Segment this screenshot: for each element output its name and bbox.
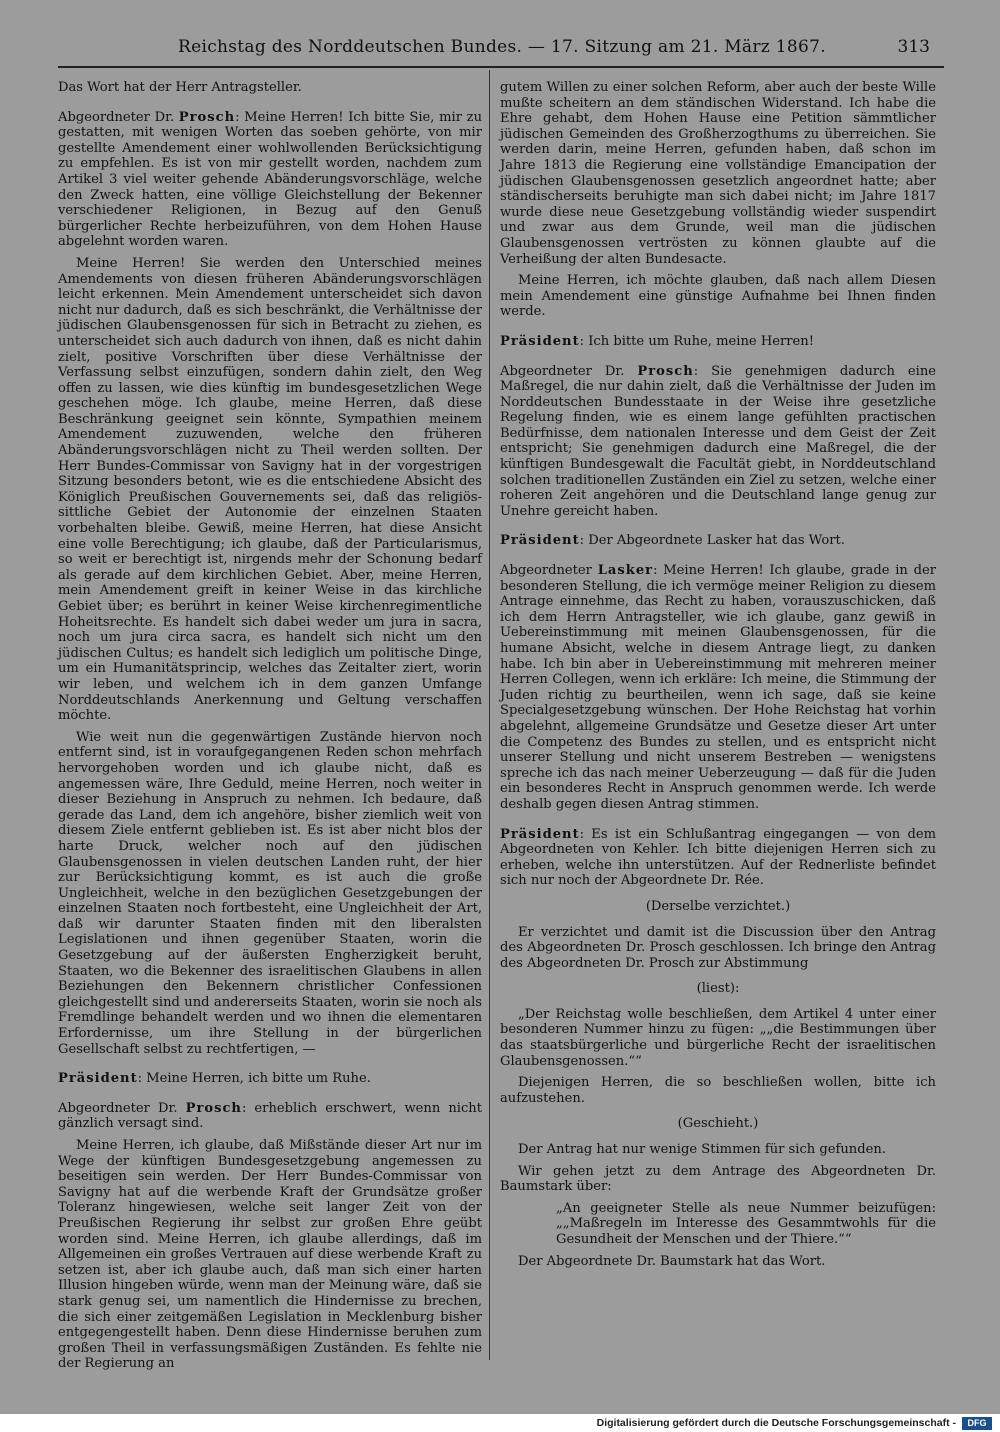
paragraph: „An geeigneter Stelle als neue Nummer beizufügen: „„Maßregeln im Interesse des Gesammtwohls für die Gesundheit der Menschen und der Thiere.““ — [556, 1200, 936, 1247]
speech-paragraph — [500, 364, 936, 520]
speech-paragraph — [500, 334, 936, 350]
speaker-name: Präsident — [500, 333, 580, 349]
dfg-logo: DFG — [962, 1417, 992, 1430]
paragraph: Wir gehen jetzt zu dem Antrage des Abgeordneten Dr. Baumstark über: — [500, 1163, 936, 1195]
speech-paragraph — [58, 110, 482, 250]
speech-text: : Der Abgeordnete Lasker hat das Wort. — [579, 533, 845, 549]
running-header — [60, 37, 940, 67]
left-column — [58, 80, 482, 1378]
speech-paragraph — [500, 533, 936, 549]
paragraph: Das Wort hat der Herr Antragsteller. — [58, 80, 302, 95]
speech-text: : Meine Herren! Ich glaube, grade in der besonderen Stellung, die ich vermöge meiner Religion zu diesem Antrage einnehme, das Recht zu haben, vorauszuschicken, daß ich dem Herrn Antragsteller, wie ich glaube, ganz gewiß in Uebereinstimmung mit meinen Glaubensgenossen, für die humane Absicht, welche in diesem Antrage liegt, zu danken habe. Ich bin aber in Uebereinstimmung mit mehreren meiner Herren Collegen, wenn ich erkläre: Ich meine, die Stimmung der Juden richtig zu beurtheilen, wenn ich sage, daß sie keine Specialgesetzgebung wünschen. Der Hohe Reichstag hat vorhin abgelehnt, allgemeine Grundsätze und Gesetze dieser Art unter die Competenz des Bundes zu stellen, und es entspricht nicht unserer Stellung und nicht unserem Bestreben — wenigstens spreche ich das nach meiner Ueberzeugung — daß für die Juden ein besonderes Recht in Anspruch genommen werde. Ich werde deshalb gegen diesen Antrag stimmen. — [500, 563, 936, 812]
speaker-name: Präsident — [58, 1071, 138, 1087]
stage-direction: (Derselbe verzichtet.) — [645, 898, 791, 914]
page-number: 313 — [897, 37, 930, 57]
speech-paragraph — [500, 563, 936, 813]
paragraph: gutem Willen zu einer solchen Reform, aber auch der beste Wille mußte scheitern an dem ständischen Widerstand. Ich habe die Ehre gehabt, dem Hohen Hause eine Petition sämmtlicher jüdischen Gemeinden des Großherzogthums zu überreichen. Sie werden darin, meine Herren, gefunden haben, daß schon im Jahre 1813 die Regierung eine vollständige Emancipation der jüdischen Glaubensgenossen gesetzlich angeordnet hatte; aber ständischerseits beruhigte man sich dabei nicht; im Jahre 1817 wurde diese neue Gesetzgebung vollständig wieder suspendirt und zwar aus dem Grunde, weil man die jüdischen Glaubensgenossen vertrösten zu können glaubte auf die Verheißung der alten Bundesacte. — [500, 80, 936, 267]
right-column — [500, 80, 936, 1275]
speaker-prefix: Abgeordneter Dr. — [58, 1100, 186, 1116]
paragraph: Diejenigen Herren, die so beschließen wollen, bitte ich aufzustehen. — [500, 1075, 936, 1106]
speaker-name: Prosch — [637, 363, 694, 379]
speaker-name: Präsident — [500, 826, 580, 842]
column-divider — [489, 70, 490, 1360]
speaker-prefix: Abgeordneter Dr. — [500, 363, 638, 379]
speaker-name: Prosch — [178, 109, 236, 125]
paragraph: Meine Herren! Sie werden den Unterschied meines Amendements von diesen früheren Abänderungsvorschlägen leicht erkennen. Mein Amendement unterscheidet sich davon nicht nur dadurch, daß es sich beschränkt, die Verhältnisse der jüdischen Glaubensgenossen für sich in Betracht zu ziehen, es unterscheidet sich auch dadurch von ihnen, daß es nicht dahin zielt, positive Vorschriften über diese Verhältnisse der Verfassung selbst einzufügen, sondern dahin zielt, den Weg offen zu lassen, wie dies künftig im bundesgesetzlichen Wege geschehen möge. Ich glaube, meine Herren, daß diese Beschränkung geeignet sein könnte, Sympathien meinem Amendement zuzuwenden, welche den früheren Abänderungsvorschlägen nicht zu Theil werden sollten. Der Herr Bundes-Commissar von Savigny hat in der vorgestrigen Sitzung besonders betont, wie es die entschiedene Absicht des Königlich Preußischen Gouvernements sei, daß das religiös-sittliche Gebiet der Autonomie der einzelnen Staaten vorbehalten bleibe. Gewiß, meine Herren, hat diese Ansicht eine volle Berechtigung; ich glaube, daß der Particularismus, so weit er berechtigt ist, nirgends mehr der Schonung bedarf als gerade auf dem kirchlichen Gebiet. Aber, meine Herren, mein Amendement greift in keiner Weise in das kirchliche Gebiet über; es berührt in keiner Weise kirchenregimentliche Hoheitsrechte. Es handelt sich dabei weder um jura in sacra, noch um jura circa sacra, es handelt sich nicht um den jüdischen Cultus; es handelt sich lediglich um politische Dinge, um ein Humanitätsprincip, welches das Zeitalter ziert, worin wir leben, und welchem ich in dem ganzen Umfange Norddeutschlands Anerkennung und Geltung verschaffen möchte. — [58, 255, 482, 724]
speaker-prefix: Abgeordneter Dr. — [58, 109, 179, 125]
paragraph: Der Abgeordnete Dr. Baumstark hat das Wort. — [518, 1253, 826, 1269]
speech-text: : Meine Herren! Ich bitte Sie, mir zu gestatten, mit wenigen Worten das soeben gehörte, von mir gestellte Amendement einer wohlwollenden Berücksichtigung zu empfehlen. Es ist von mir gestellt worden, nachdem zum Artikel 3 viel weiter gehende Abänderungsvorschläge, welche den Zweck hatten, eine völlige Gleichstellung der Bekenner verschiedener Religionen, in Bezug auf den Genuß bürgerlicher Rechte herbeizuführen, von dem Hohen Hause abgelehnt worden waren. — [58, 109, 483, 250]
speaker-name: Präsident — [500, 533, 580, 549]
speaker-name: Lasker — [597, 563, 654, 579]
speech-text: : Ich bitte um Ruhe, meine Herren! — [579, 333, 814, 349]
header-rule — [58, 66, 944, 68]
paragraph: „Der Reichstag wolle beschließen, dem Artikel 4 unter einer besonderen Nummer hinzu zu fügen: „„die Bestimmungen über das staatsbürgerliche und bürgerliche Recht der israelitischen Glaubensgenossen.““ — [500, 1006, 936, 1069]
footer-bar — [0, 1416, 1000, 1432]
paragraph: Er verzichtet und damit ist die Discussion über den Antrag des Abgeordneten Dr. Prosch geschlossen. Ich bringe den Antrag des Abgeordneten Dr. Prosch zur Abstimmung — [500, 924, 936, 971]
stage-direction: (Geschieht.) — [677, 1116, 759, 1132]
stage-direction: (liest): — [696, 981, 740, 997]
paragraph: Der Antrag hat nur wenige Stimmen für sich gefunden. — [518, 1142, 886, 1158]
speech-paragraph — [58, 1101, 482, 1132]
speech-paragraph — [58, 1071, 482, 1087]
funding-note: Digitalisierung gefördert durch die Deutsche Forschungsgemeinschaft - — [596, 1417, 956, 1429]
speech-paragraph — [500, 827, 936, 889]
speaker-prefix: Abgeordneter — [500, 563, 598, 579]
paragraph: Meine Herren, ich möchte glauben, daß nach allem Diesen mein Amendement eine günstige Aufnahme bei Ihnen finden werde. — [500, 273, 936, 320]
speech-text: : Es ist ein Schlußantrag eingegangen — von dem Abgeordneten von Kehler. Ich bitte diejenigen Herren sich zu erheben, welche ihn unterstützen. Auf der Rednerliste befindet sich nur noch der Abgeordnete Dr. Rée. — [500, 826, 936, 889]
page-title: Reichstag des Norddeutschen Bundes. — 17. Sitzung am 21. März 1867. — [178, 37, 826, 57]
speaker-name: Prosch — [185, 1100, 242, 1116]
speech-text: : Meine Herren, ich bitte um Ruhe. — [137, 1071, 371, 1087]
paragraph: Meine Herren, ich glaube, daß Mißstände dieser Art nur im Wege der künftigen Bundesgesetzgebung angemessen zu beseitigen sein werden. Der Herr Bundes-Commissar von Savigny hat auf die werbende Kraft der Grundsätze großer Toleranz hingewiesen, welche seit langer Zeit von der Preußischen Regierung ihr selbst zur großen Ehre geübt worden sind. Meine Herren, ich glaube allerdings, daß im Allgemeinen ein großes Vertrauen auf diese werbende Kraft zu setzen ist, aber ich glaube auch, daß man sich einer harten Illusion hingeben würde, wenn man der Meinung wäre, daß sie stark genug sei, um namentlich die Hindernisse zu brechen, die sich einer zeitgemäßen Legislation in Mecklenburg bisher entgegengestellt haben. Denn diese Hindernisse beruhen zum großen Theil in verfassungsmäßigen Zuständen. Es fehlte nie der Regierung an — [58, 1138, 482, 1372]
paragraph: Wie weit nun die gegenwärtigen Zustände hiervon noch entfernt sind, ist in voraufgegangenen Reden schon mehrfach hervorgehoben worden und ich glaube nicht, daß es angemessen wäre, Ihre Geduld, meine Herren, noch weiter in dieser Beziehung in Anspruch zu nehmen. Ich bedaure, daß gerade das Land, dem ich angehöre, bisher ziemlich weit von diesem Ziele entfernt geblieben ist. Es ist aber nicht blos der harte Druck, welcher noch auf den jüdischen Glaubensgenossen in vielen deutschen Landen ruht, der hier zur Berücksichtigung kommt, es ist auch die große Ungleichheit, welche in den bezüglichen Gesetzgebungen der einzelnen Staaten noch fortbesteht, eine Ungleichheit der Art, daß wir darunter Staaten finden mit den liberalsten Legislationen und ihnen gegenüber Staaten, worin die Gesetzgebung auf der äußersten Engherzigkeit beruht, Staaten, wo die Bekenner des israelitischen Glaubens in allen Beziehungen den Bekennern christlicher Confessionen gleichgestellt sind und andererseits Staaten, worin sie noch als Fremdlinge behandelt werden und wo ihnen die elementaren Erfordernisse, um ihre Stellung in der bürgerlichen Gesellschaft selbst zu rechtfertigen, — — [58, 729, 482, 1057]
speech-text: : Sie genehmigen dadurch eine Maßregel, die nur dahin zielt, daß die Verhältnisse der Juden im Norddeutschen Bundesstaate in der Weise ihre gesetzliche Regelung finden, wie es einem lange gefühlten practischen Bedürfnisse, dem nationalen Interesse und dem Geist der Zeit entspricht; Sie genehmigen dadurch eine Maßregel, die der künftigen Bundesgewalt die Facultät giebt, in Norddeutschland solchen traditionellen Zuständen ein Ziel zu setzen, welche einer roheren Zeit angehören und die Deutschland lange genug zur Unehre gereicht haben. — [500, 363, 936, 519]
speech-text: : erheblich erschwert, wenn nicht gänzlich versagt sind. — [58, 1100, 482, 1132]
